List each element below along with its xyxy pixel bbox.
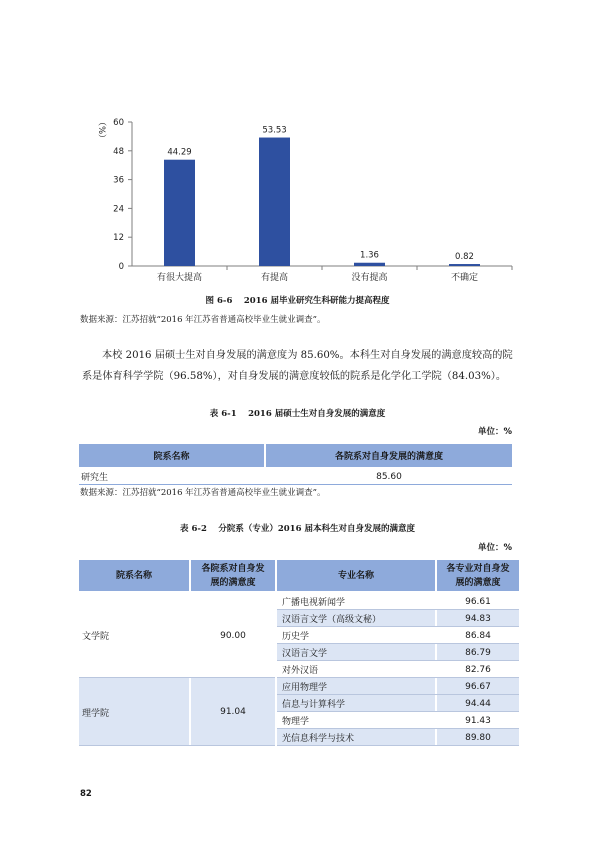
table1-row-value: 85.60 [376,471,402,482]
y-tick-label: 36 [113,175,124,186]
table2-major-name: 汉语言文学 [277,644,435,661]
x-category-label: 有很大提高 [156,273,203,283]
page-number: 82 [80,789,92,799]
table2-header-dept-satisfaction-line1: 各院系对自身发 [201,563,265,574]
table2-unit: 单位：% [478,543,513,553]
table1-source: 数据来源：江苏招就“2016 年江苏省普通高校毕业生就业调查”。 [80,488,326,498]
table2-major-value: 86.84 [437,627,519,644]
table2-major-name: 历史学 [277,627,435,644]
table2-header-dept-satisfaction [191,560,275,591]
table2-major-value: 96.61 [437,593,519,610]
table2-dept-value: 90.00 [191,593,275,678]
table2-major-value: 91.43 [437,712,519,729]
table2-caption: 表 6-2 分院系（专业）2016 届本科生对自身发展的满意度 [180,524,415,534]
table2-major-value: 96.67 [437,678,519,695]
table1-header-satisfaction: 各院系对自身发展的满意度 [266,444,512,467]
table1-header-dept: 院系名称 [79,444,264,467]
table2-major-name: 应用物理学 [277,678,435,695]
y-tick-label: 24 [113,204,124,215]
bar [449,264,480,266]
table2-header-dept-satisfaction-line2: 展的满意度 [210,577,256,588]
table2-major-name: 汉语言文学（高级文秘） [277,610,435,627]
x-category-label: 有提高 [260,273,289,283]
table2-dept-name: 理学院 [79,678,189,746]
y-tick-label: 48 [113,146,124,157]
table2-major-name: 信息与计算科学 [277,695,435,712]
y-tick-label: 12 [113,233,124,244]
body-paragraph-line1: 本校 2016 届硕士生对自身发展的满意度为 85.60%。本科生对自身发展的满意度较高的院 [102,350,513,361]
bar-value-label: 1.36 [360,250,379,261]
y-axis-label: （%） [96,117,106,143]
table2-major-name: 对外汉语 [277,661,435,678]
table2-major-name: 光信息科学与技术 [277,729,435,746]
bar [164,160,195,266]
bar-chart [80,110,520,290]
figure-source: 数据来源：江苏招就“2016 年江苏省普通高校毕业生就业调查”。 [80,315,326,325]
table2-header-major-satisfaction-line1: 各专业对自身发 [446,563,510,574]
figure-caption: 图 6-6 2016 届毕业研究生科研能力提高程度 [205,296,390,306]
table2-major-value: 86.79 [437,644,519,661]
table2-dept-value: 91.04 [191,678,275,746]
x-category-label: 不确定 [450,273,479,283]
bar-value-label: 44.29 [167,147,192,158]
table2-row-rule [277,745,519,746]
table2-header-major: 专业名称 [277,560,435,591]
bar [354,263,385,266]
y-tick-label: 0 [118,262,124,272]
table2-major-value: 94.44 [437,695,519,712]
table2-header-major-satisfaction [437,560,519,591]
table1-unit: 单位：% [478,427,513,437]
table1-row-dept: 研究生 [81,473,109,483]
table1-bottom-rule [79,484,512,485]
table2 [79,560,519,750]
y-tick-label: 60 [113,118,124,128]
table2-group-rule [79,745,275,746]
table2-major-value: 82.76 [437,661,519,678]
bar-value-label: 0.82 [455,252,474,263]
table2-major-name: 物理学 [277,712,435,729]
x-category-label: 没有提高 [351,273,388,283]
table2-major-value: 89.80 [437,729,519,746]
table2-major-name: 广播电视新闻学 [277,593,435,610]
bar-value-label: 53.53 [262,125,287,136]
table2-major-value: 94.83 [437,610,519,627]
table2-dept-name: 文学院 [79,593,189,678]
bar [259,138,290,266]
body-paragraph-line2: 系是体育科学学院（96.58%），对自身发展的满意度较低的院系是化学化工学院（84.03%）。 [82,371,507,382]
table2-header-major-satisfaction-line2: 展的满意度 [455,577,501,588]
table2-header-dept: 院系名称 [79,560,189,591]
table1-caption: 表 6-1 2016 届硕士生对自身发展的满意度 [209,409,386,419]
